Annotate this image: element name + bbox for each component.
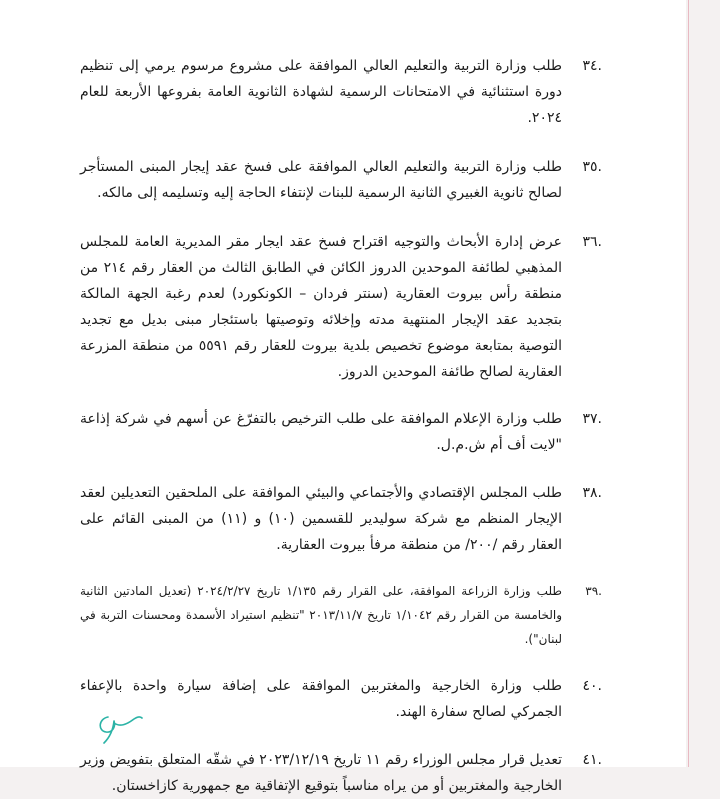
item-text: طلب وزارة الزراعة الموافقة، على القرار رقم ١/١٣٥ تاريخ ٢٠٢٤/٢/٢٧ (تعديل المادتين الثانية والخامسة من القرار رقم ١/١٠٤٢ تاريخ ٢٠١٣/١١/٧ "تنظيم استيراد الأسمدة ومحسنات التربة في لبنان"). (80, 584, 562, 646)
item-text: طلب وزارة التربية والتعليم العالي الموافقة على مشروع مرسوم يرمي إلى تنظيم دورة استثنائية في الامتحانات الرسمية لشهادة الثانوية العامة بفروعها الأربعة للعام ٢٠٢٤. (80, 58, 562, 126)
signature-icon (94, 707, 144, 747)
item-number: .٣٧ (582, 411, 602, 427)
item-number: .٣٥ (582, 159, 602, 175)
item-text: طلب وزارة التربية والتعليم العالي الموافقة على فسخ عقد إيجار المبنى المستأجر لصالح ثانوية الغبيري الثانية الرسمية للبنات لإنتفاء الحاجة إليه وتسليمه إلى مالكه. (80, 159, 562, 201)
item-text: طلب المجلس الإقتصادي والأجتماعي والبيئي الموافقة على الملحقين التعديلين لعقد الإيجار المنظم مع شركة سوليدير للقسمين (١٠) و (١١) من المبنى القائم على العقار رقم /٢٠٠/ من منطقة مرفأ بيروت العقارية. (80, 485, 562, 553)
item-number: .٤١ (582, 752, 602, 768)
item-text: عرض إدارة الأبحاث والتوجيه اقتراح فسخ عقد ايجار مقر المديرية العامة للمجلس المذهبي لطائفة الموحدين الدروز الكائن في الطابق الثالث من العقار رقم ٢١٤ من منطقة رأس بيروت العقارية (سنتر فردان – الكونكورد) لعدم رغبة الجهة المالكة بتجديد عقد الإيجار المنتهية مدته وإخلائه وتوصيتها باستئجار مبنى بديل مع تجديد التوصية بمتابعة موضوع تخصيص بلدية بيروت للعقار رقم ٥٥٩١ من منطقة المزرعة العقارية لصالح طائفة الموحدين الدروز. (80, 234, 562, 380)
agenda-item-39 (80, 579, 602, 651)
item-text: طلب وزارة الإعلام الموافقة على طلب الترخيص بالتفرّغ عن أسهم في شركة إذاعة "لايت أف أم ش.م.ل. (80, 411, 562, 453)
agenda-list (80, 48, 602, 799)
agenda-item-40 (80, 673, 602, 725)
agenda-item-35 (80, 154, 602, 206)
item-text: طلب وزارة الخارجية والمغتربين الموافقة على إضافة سيارة واحدة بالإعفاء الجمركي لصالح سفارة الهند. (80, 678, 562, 720)
agenda-item-41 (80, 747, 602, 799)
agenda-item-34 (80, 53, 602, 131)
agenda-item-38 (80, 480, 602, 558)
item-number: .٣٦ (582, 234, 602, 250)
agenda-item-37 (80, 406, 602, 458)
page-edge (688, 0, 689, 767)
item-text: تعديل قرار مجلس الوزراء رقم ١١ تاريخ ٢٠٢٣/١٢/١٩ في شقّه المتعلق بتفويض وزير الخارجية والمغتربين أو من يراه مناسباً بتوقيع الإتفاقية مع جمهورية كازاخستان. (80, 752, 562, 794)
item-number: .٣٤ (582, 58, 602, 74)
item-number: .٣٨ (582, 485, 602, 501)
item-number: .٣٩ (585, 584, 602, 598)
item-number: .٤٠ (582, 678, 602, 694)
agenda-item-36 (80, 229, 602, 385)
